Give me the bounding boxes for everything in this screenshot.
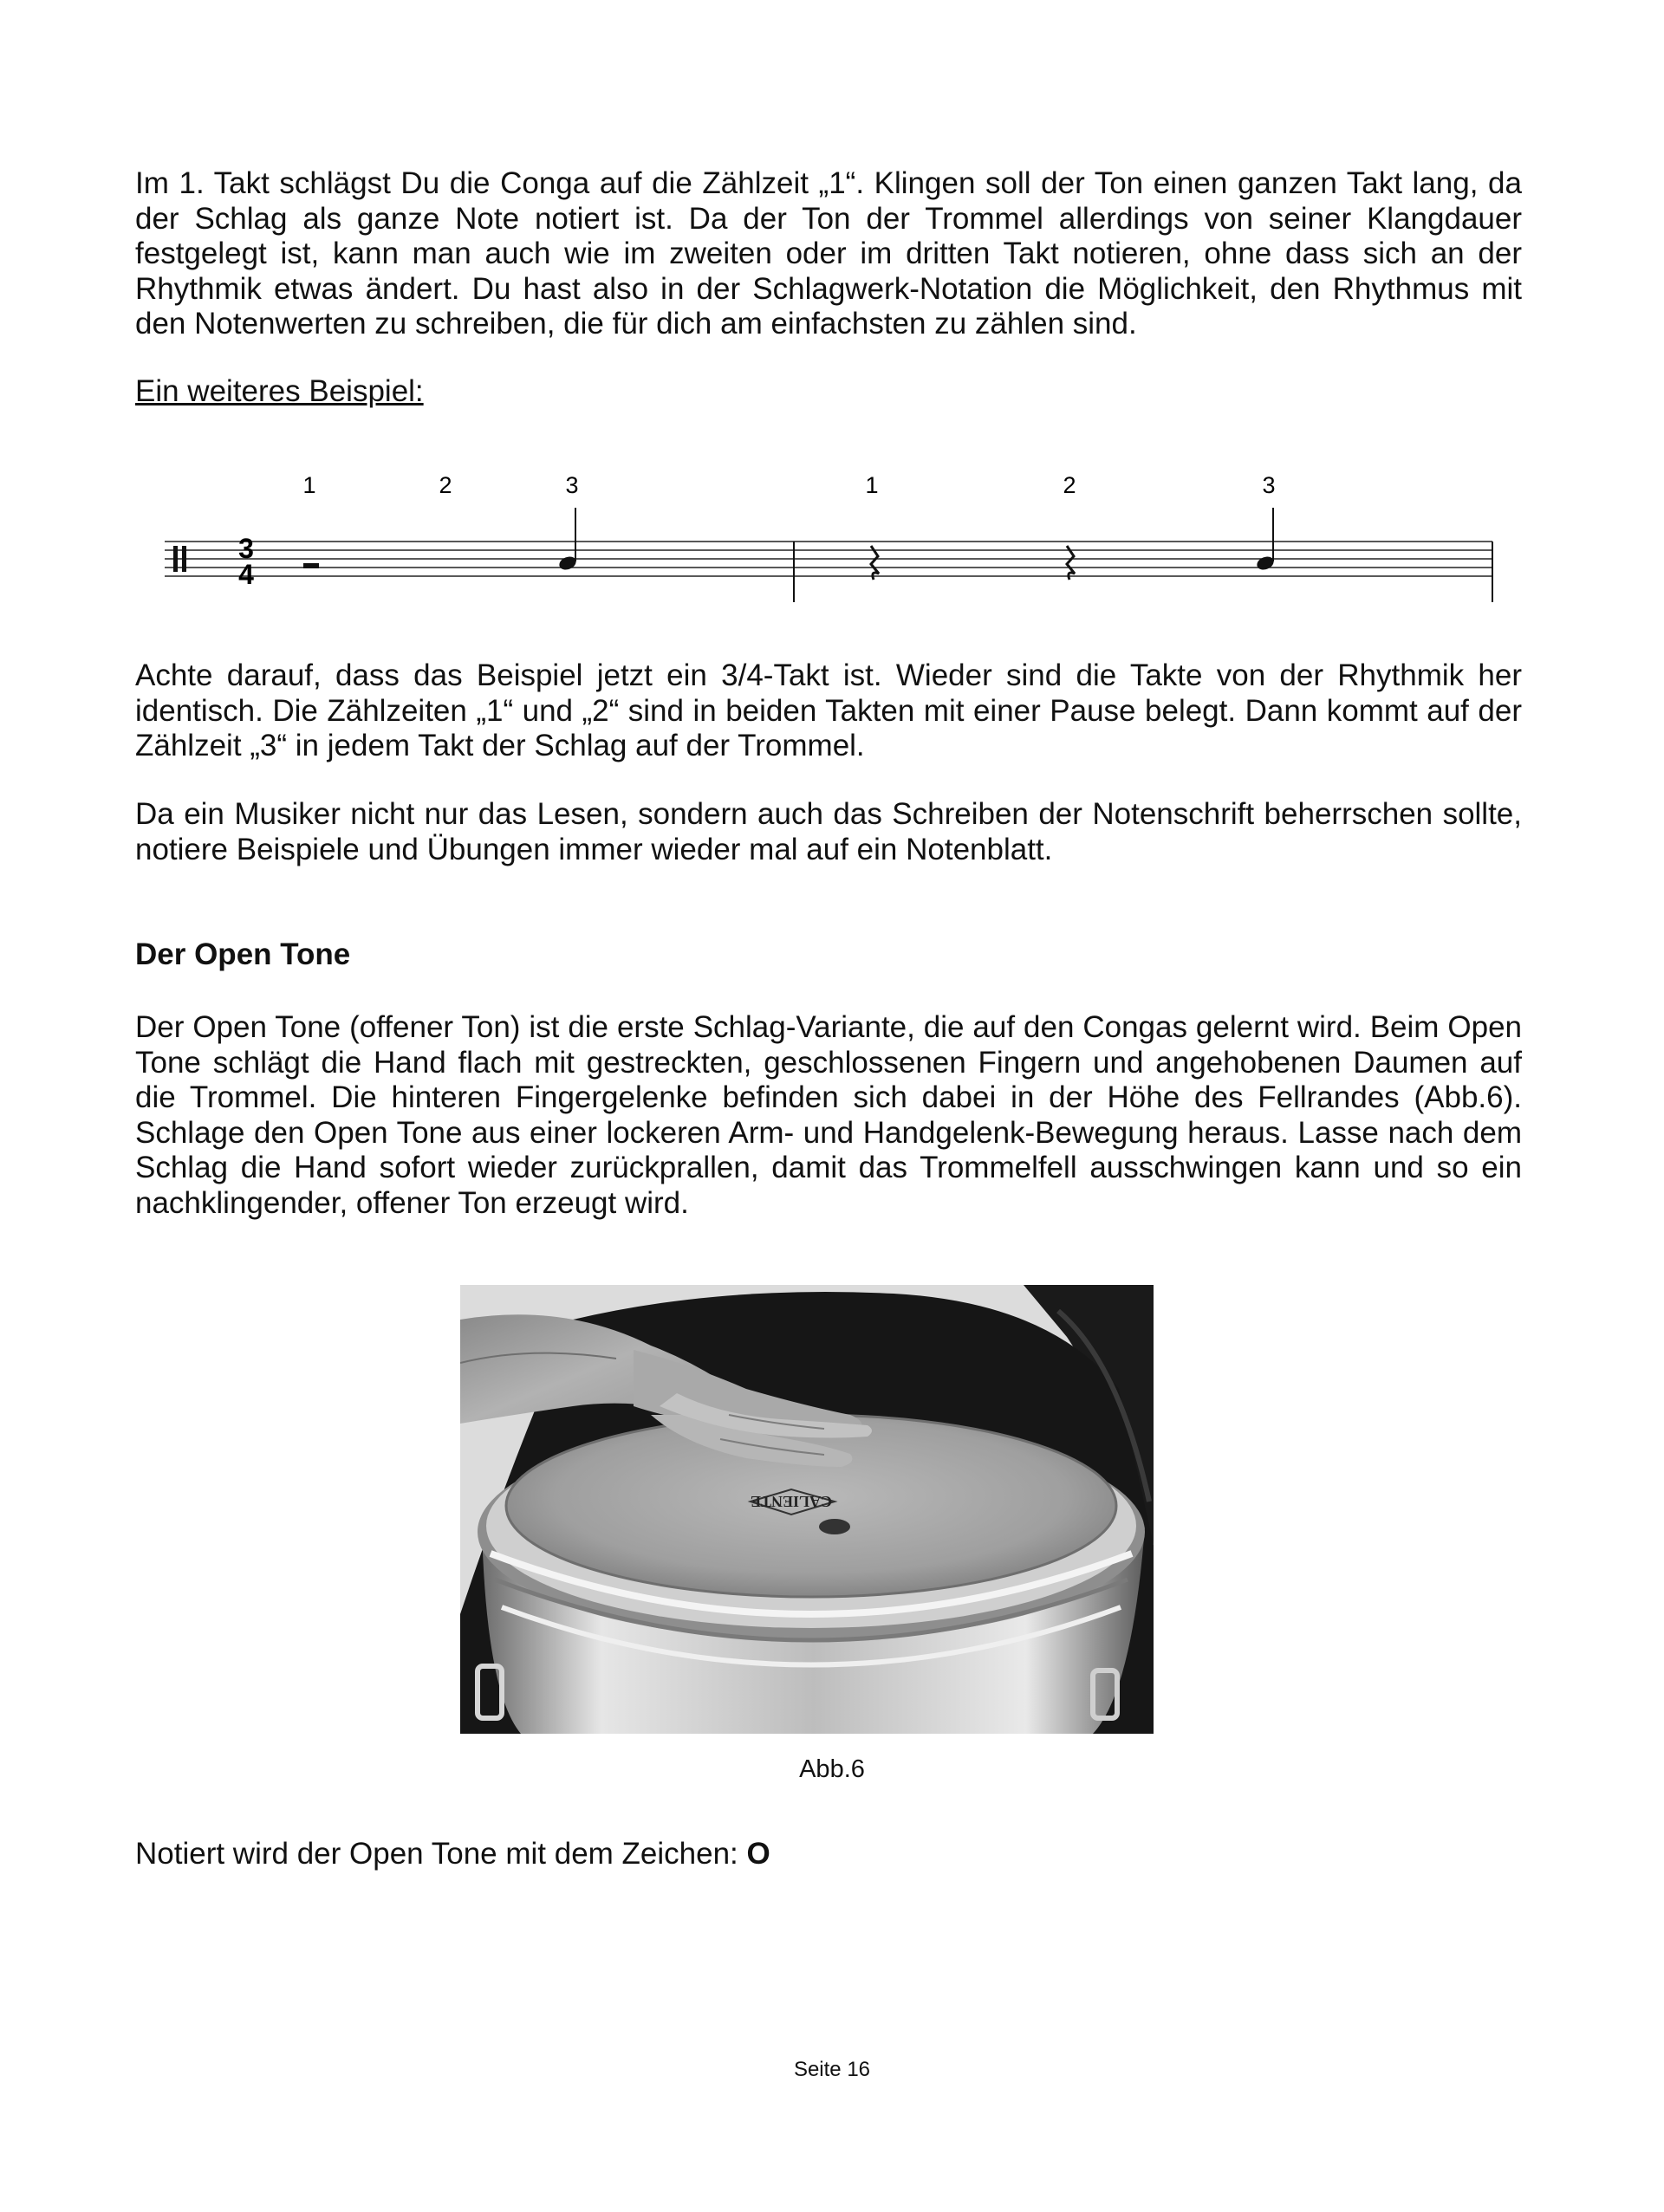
figure-caption: Abb.6 <box>799 1755 865 1783</box>
count-label: 2 <box>439 472 452 498</box>
quarter-note <box>1255 508 1276 572</box>
count-label: 3 <box>1262 472 1276 498</box>
open-tone-symbol: O <box>746 1837 770 1871</box>
section-title: Der Open Tone <box>135 937 351 971</box>
count-label: 1 <box>865 472 879 498</box>
count-label: 3 <box>565 472 579 498</box>
quarter-rest <box>1067 546 1075 580</box>
example-heading: Ein weiteres Beispiel: <box>135 374 424 408</box>
intro-paragraph: Im 1. Takt schlägst Du die Conga auf die Zählzeit „1“. Klingen soll der Ton einen ganzen Takt lang, da der Schlag als ganze Note notiert ist. Da der Ton der Trommel allerdings von seiner Klangdauer festgelegt ist, kann man auch wie im zweiten oder im dritten Takt notieren, ohne dass sich an der Rhythmik etwas ändert. Du hast also in der Schlagwerk-Notation die Möglichkeit, den Rhythmus mit den Notenwerten zu schreiben, die für dich am einfachsten zu zählen sind. <box>135 166 1522 341</box>
page-number: Seite 16 <box>793 2058 871 2081</box>
time-signature-bottom: 4 <box>238 559 254 590</box>
writing-advice-paragraph: Da ein Musiker nicht nur das Lesen, sondern auch das Schreiben der Notenschrift beherrschen sollte, notiere Beispiele und Übungen immer wieder mal auf ein Notenblatt. <box>135 797 1522 866</box>
notation-sentence <box>135 1837 770 1871</box>
rhythm-score <box>156 459 1508 615</box>
quarter-rest <box>871 546 879 580</box>
notation-prefix: Notiert wird der Open Tone mit dem Zeichen: <box>135 1837 747 1871</box>
conga-open-tone-photo <box>460 1285 1154 1734</box>
count-label: 1 <box>302 472 316 498</box>
time-signature-top: 3 <box>238 533 254 564</box>
open-tone-paragraph: Der Open Tone (offener Ton) ist die erste Schlag-Variante, die auf den Congas gelernt wird. Beim Open Tone schlägt die Hand flach mit gestreckten, geschlossenen Fingern und angehobenen Daumen auf die Trommel. Die hinteren Fingergelenke befinden sich dabei in der Höhe des Fellrandes (Abb.6). Schlage den Open Tone aus einer lockeren Arm- und Handgelenk-Bewegung heraus. Lasse nach dem Schlag die Hand sofort wieder zurückprallen, damit das Trommelfell ausschwingen kann und so ein nachklingender, offener Ton erzeugt wird. <box>135 1010 1522 1220</box>
half-rest <box>303 563 319 568</box>
staff-lines <box>165 542 1492 576</box>
count-label: 2 <box>1063 472 1076 498</box>
quarter-note <box>557 508 578 572</box>
drum-brand-text: CALIENTE <box>750 1493 833 1510</box>
example-explanation-paragraph: Achte darauf, dass das Beispiel jetzt ein 3/4-Takt ist. Wieder sind die Takte von der Rhythmik her identisch. Die Zählzeiten „1“ und „2“ sind in beiden Takten mit einer Pause belegt. Dann kommt auf der Zählzeit „3“ in jedem Takt der Schlag auf der Trommel. <box>135 658 1522 762</box>
